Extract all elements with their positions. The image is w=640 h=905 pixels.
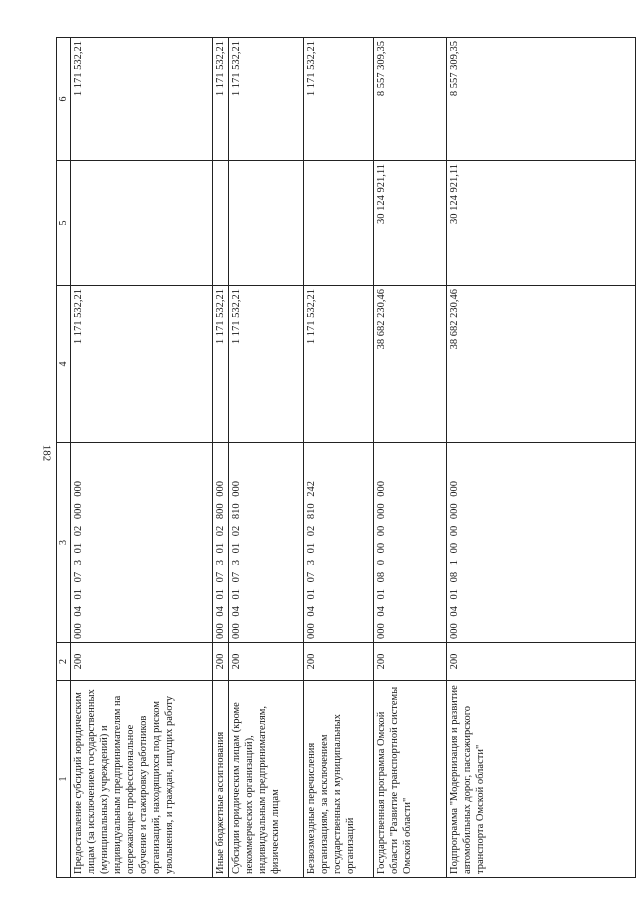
page-number: 182 <box>40 444 53 462</box>
table-row <box>229 38 304 878</box>
column-header-4: 4 <box>57 286 71 443</box>
table-row <box>447 38 636 878</box>
column-header-6: 6 <box>57 38 71 161</box>
row-col2: 200 <box>447 643 636 681</box>
row-name: Предоставление субсидий юридическим лицам (за исключением государственных (муниципальных) учреждений) и индивидуальным предпринимателям на опережающее профессиональное обучение и стажировку работников организаций, находящихся под риском увольнения, и граждан, ищущих работу <box>71 681 213 878</box>
row-col2: 200 <box>229 643 304 681</box>
row-code: 000 04 01 07 3 01 02 000 000 <box>71 443 213 643</box>
row-col5: 30 124 921,11 <box>374 161 447 286</box>
row-col5 <box>213 161 229 286</box>
row-code: 000 04 01 07 3 01 02 810 000 <box>229 443 304 643</box>
row-col6: 1 171 532,21 <box>71 38 213 161</box>
row-col4: 38 682 230,46 <box>447 286 636 443</box>
row-col4: 38 682 230,46 <box>374 286 447 443</box>
column-header-5: 5 <box>57 161 71 286</box>
row-name: Субсидии юридическим лицам (кроме некоммерческих организаций), индивидуальным предпринимателям, физическим лицам <box>229 681 304 878</box>
row-col4: 1 171 532,21 <box>71 286 213 443</box>
row-col6: 1 171 532,21 <box>229 38 304 161</box>
row-col6: 1 171 532,21 <box>304 38 374 161</box>
row-col2: 200 <box>304 643 374 681</box>
column-header-2: 2 <box>57 643 71 681</box>
row-col6: 8 557 309,35 <box>374 38 447 161</box>
row-code: 000 04 01 08 0 00 00 000 000 <box>374 443 447 643</box>
row-code: 000 04 01 07 3 01 02 810 242 <box>304 443 374 643</box>
budget-table <box>56 37 636 878</box>
table-row <box>304 38 374 878</box>
row-col2: 200 <box>71 643 213 681</box>
table-header-row <box>57 38 71 878</box>
row-col2: 200 <box>213 643 229 681</box>
row-name: Безвозмездные перечисления организациям, за исключением государственных и муниципальных организаций <box>304 681 374 878</box>
row-col4: 1 171 532,21 <box>229 286 304 443</box>
table-row <box>374 38 447 878</box>
row-col4: 1 171 532,21 <box>304 286 374 443</box>
column-header-3: 3 <box>57 443 71 643</box>
row-col2: 200 <box>374 643 447 681</box>
row-code: 000 04 01 07 3 01 02 800 000 <box>213 443 229 643</box>
table-row <box>71 38 213 878</box>
row-name: Иные бюджетные ассигнования <box>213 681 229 878</box>
column-header-1: 1 <box>57 681 71 878</box>
row-col5 <box>229 161 304 286</box>
row-col5 <box>304 161 374 286</box>
row-col5 <box>71 161 213 286</box>
row-name: Государственная программа Омской области "Развитие транспортной системы Омской области" <box>374 681 447 878</box>
row-name: Подпрограмма "Модернизация и развитие автомобильных дорог, пассажирского транспорта Омской области" <box>447 681 636 878</box>
rotated-page-content <box>56 38 636 878</box>
row-code: 000 04 01 08 1 00 00 000 000 <box>447 443 636 643</box>
row-col4: 1 171 532,21 <box>213 286 229 443</box>
row-col5: 30 124 921,11 <box>447 161 636 286</box>
table-row <box>213 38 229 878</box>
row-col6: 1 171 532,21 <box>213 38 229 161</box>
row-col6: 8 557 309,35 <box>447 38 636 161</box>
